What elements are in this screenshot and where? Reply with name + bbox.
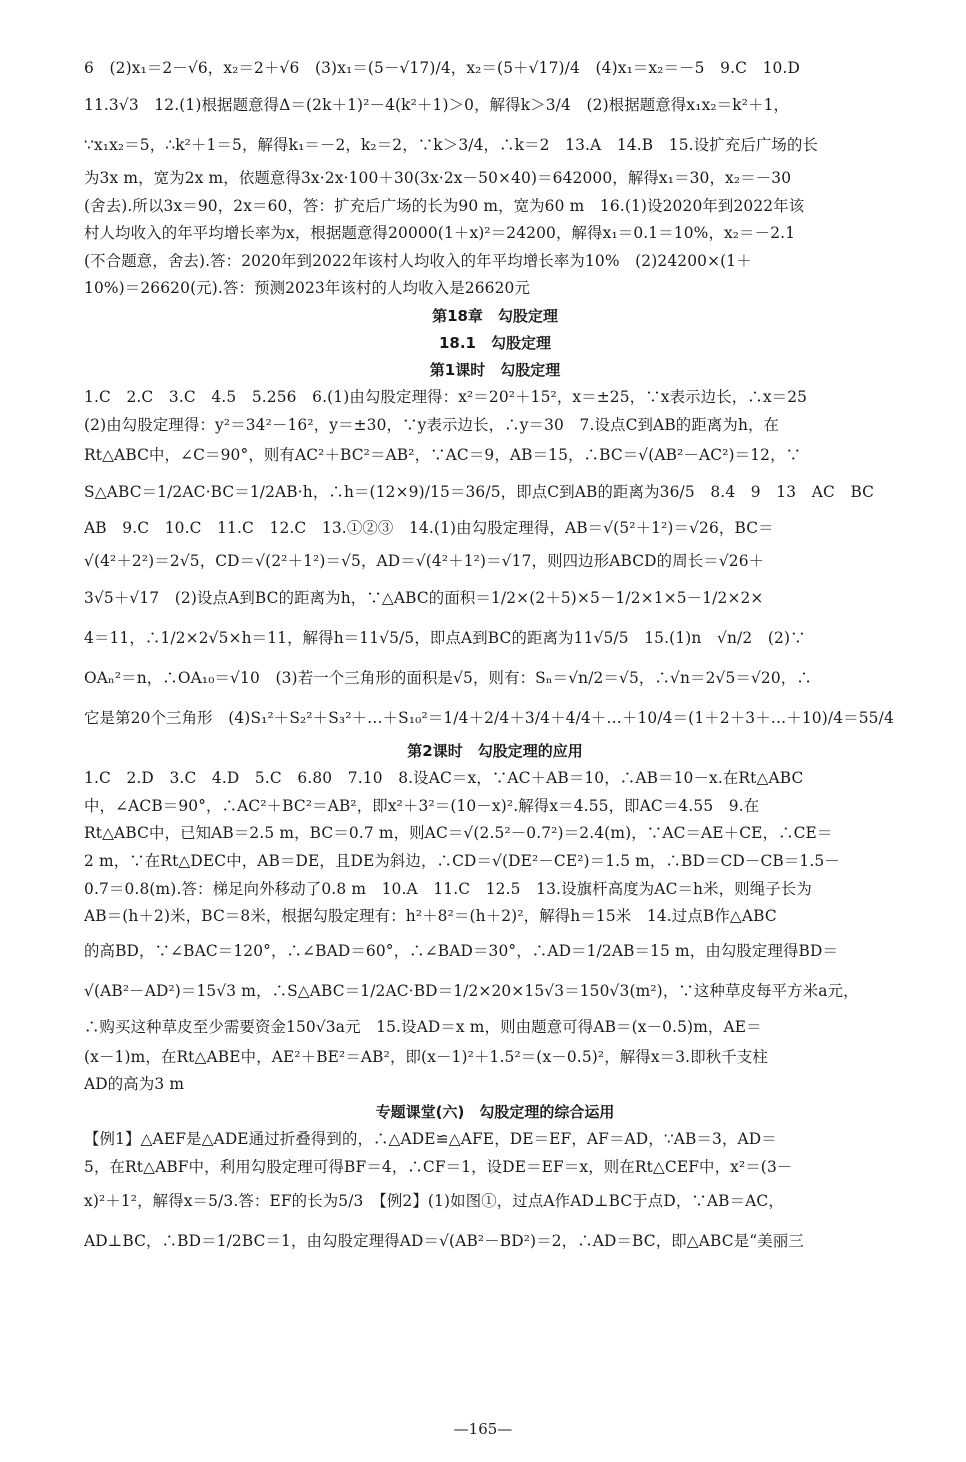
text-line: √(AB²－AD²)＝15√3 m，∴S△ABC＝1/2AC·BD＝1/2×20×15√3＝150√3(m²)，∵这种草皮每平方米a元，: [84, 981, 859, 1000]
lesson-2-title: 第2课时 勾股定理的应用: [407, 742, 583, 761]
text-line: 10%)＝26620(元).答：预测2023年该村的人均收入是26620元: [84, 279, 531, 298]
section-title: 18.1 勾股定理: [438, 333, 551, 352]
page-number: —165—: [453, 1420, 513, 1438]
text-line: 1.C 2.D 3.C 4.D 5.C 6.80 7.10 8.设AC＝x，∵AC＋AB＝10，∴AB＝10－x.在Rt△ABC: [84, 769, 804, 788]
lesson-1-title: 第1课时 勾股定理: [429, 360, 561, 379]
text-line: S△ABC＝1/2AC·BC＝1/2AB·h，∴h＝(12×9)/15＝36/5，即点C到AB的距离为36/5 8.4 9 13 AC BC: [84, 483, 875, 502]
text-line: 0.7＝0.8(m).答：梯足向外移动了0.8 m 10.A 11.C 12.5 13.设旗杆高度为AC＝h米，则绳子长为: [84, 879, 812, 898]
text-line: 【例1】△AEF是△ADE通过折叠得到的，∴△ADE≌△AFE，DE＝EF，AF＝AD，∵AB＝3，AD＝: [84, 1129, 777, 1148]
text-line: AB＝(h＋2)米，BC＝8米，根据勾股定理有：h²＋8²＝(h＋2)²，解得h＝15米 14.过点B作△ABC: [84, 907, 777, 926]
text-line: ∵x₁x₂＝5，∴k²＋1＝5，解得k₁＝－2，k₂＝2，∵k＞3/4，∴k＝2 13.A 14.B 15.设扩充后广场的长: [84, 136, 819, 154]
text-line: 2 m，∵在Rt△DEC中，AB＝DE，且DE为斜边，∴CD＝√(DE²－CE²)＝1.5 m，∴BD＝CD－CB＝1.5－: [84, 851, 840, 870]
text-line: ∴购买这种草皮至少需要资金150√3a元 15.设AD＝x m，则由题意可得AB＝(x－0.5)m，AE＝: [84, 1017, 762, 1036]
text-line: 它是第20个三角形 (4)S₁²＋S₂²＋S₃²＋…＋S₁₀²＝1/4＋2/4＋3/4＋4/4＋…＋10/4＝(1＋2＋3＋…＋10)/4＝55/4: [84, 709, 894, 728]
text-line: AD的高为3 m: [84, 1075, 185, 1094]
text-line: AB 9.C 10.C 11.C 12.C 13.①②③ 14.(1)由勾股定理得，AB＝√(5²＋1²)＝√26，BC＝: [84, 519, 774, 538]
text-line: 6 (2)x₁＝2－√6，x₂＝2＋√6 (3)x₁＝(5－√17)/4，x₂＝(5＋√17)/4 (4)x₁＝x₂＝－5 9.C 10.D: [84, 59, 801, 77]
text-line: 村人均收入的年平均增长率为x，根据题意得20000(1＋x)²＝24200，解得x₁＝0.1＝10%，x₂＝－2.1: [84, 224, 796, 243]
text-line: 11.3√3 12.(1)根据题意得Δ＝(2k＋1)²－4(k²＋1)＞0，解得k＞3/4 (2)根据题意得x₁x₂＝k²＋1，: [84, 96, 790, 114]
text-line: AD⊥BC，∴BD＝1/2BC＝1，由勾股定理得AD＝√(AB²－BD²)＝2，∴AD＝BC，即△ABC是“美丽三: [84, 1232, 804, 1251]
text-line: 为3x m，宽为2x m，依题意得3x·2x·100＋30(3x·2x－50×40)＝642000，解得x₁＝30，x₂＝－30: [84, 169, 792, 187]
text-line: 1.C 2.C 3.C 4.5 5.256 6.(1)由勾股定理得：x²＝20²＋15²，x＝±25，∵x表示边长，∴x＝25: [84, 387, 808, 406]
text-line: 的高BD，∵∠BAC＝120°，∴∠BAD＝60°，∴∠BAD＝30°，∴AD＝1/2AB＝15 m，由勾股定理得BD＝: [84, 941, 839, 960]
text-line: OAₙ²＝n，∴OA₁₀＝√10 (3)若一个三角形的面积是√5，则有：Sₙ＝√n/2＝√5，∴√n＝2√5＝√20，∴: [84, 669, 812, 688]
text-line: √(4²＋2²)＝2√5，CD＝√(2²＋1²)＝√5，AD＝√(4²＋1²)＝√17，则四边形ABCD的周长＝√26＋: [84, 552, 765, 571]
topic-title: 专题课堂(六) 勾股定理的综合运用: [375, 1102, 615, 1121]
text-line: 4＝11，∴1/2×2√5×h＝11，解得h＝11√5/5，即点A到BC的距离为11√5/5 15.(1)n √n/2 (2)∵: [84, 629, 806, 648]
text-line: 3√5＋√17 (2)设点A到BC的距离为h，∵△ABC的面积＝1/2×(2＋5)×5－1/2×1×5－1/2×2×: [84, 589, 764, 608]
topic-answers: [84, 1126, 906, 1261]
text-line: x)²＋1²，解得x＝5/3.答：EF的长为5/3 【例2】(1)如图①，过点A作AD⊥BC于点D，∵AB＝AC，: [84, 1192, 784, 1211]
answer-page: [84, 52, 906, 1261]
text-line: Rt△ABC中，已知AB＝2.5 m，BC＝0.7 m，则AC＝√(2.5²－0.7²)＝2.4(m)，∵AC＝AE＋CE，∴CE＝: [84, 824, 833, 843]
text-line: Rt△ABC中，∠C＝90°，则有AC²＋BC²＝AB²，∵AC＝9，AB＝15，∴BC＝√(AB²－AC²)＝12，∵: [84, 446, 802, 465]
answer-block-prev-chapter: [84, 52, 906, 303]
text-line: (2)由勾股定理得：y²＝34²－16²，y＝±30，∵y表示边长，∴y＝30 7.设点C到AB的距离为h，在: [84, 415, 780, 434]
lesson-2-answers: [84, 765, 906, 1099]
text-line: (舍去).所以3x＝90，2x＝60，答：扩充后广场的长为90 m，宽为60 m 16.(1)设2020年到2022年该: [84, 196, 805, 215]
text-line: 5，在Rt△ABF中，利用勾股定理可得BF＝4，∴CF＝1，设DE＝EF＝x，则在Rt△CEF中，x²＝(3－: [84, 1157, 793, 1176]
text-line: (x－1)m，在Rt△ABE中，AE²＋BE²＝AB²，即(x－1)²＋1.5²＝(x－0.5)²，解得x＝3.即秋千支柱: [84, 1047, 768, 1066]
lesson-1-answers: [84, 384, 906, 738]
text-line: (不合题意，舍去).答：2020年到2022年该村人均收入的年平均增长率为10% (2)24200×(1＋: [84, 251, 752, 270]
chapter-title: 第18章 勾股定理: [432, 306, 558, 325]
text-line: 中，∠ACB＝90°，∴AC²＋BC²＝AB²，即x²＋3²＝(10－x)².解得x＝4.55，即AC＝4.55 9.在: [84, 796, 760, 815]
